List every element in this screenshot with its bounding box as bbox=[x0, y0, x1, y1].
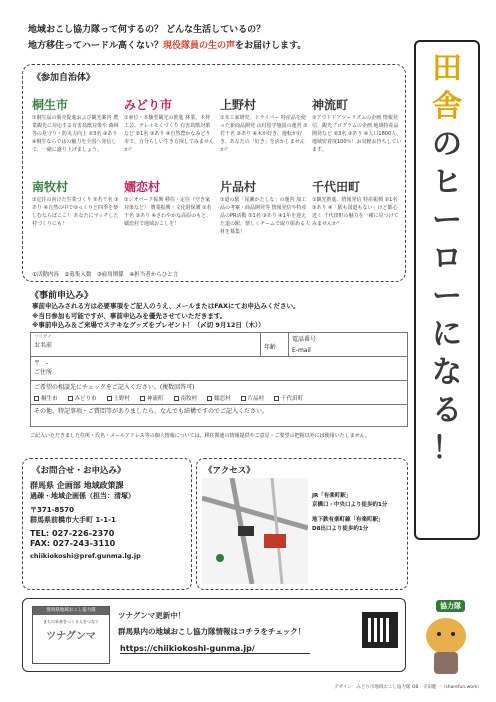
intro-highlight: 現役隊員の生の声 bbox=[163, 41, 236, 51]
muni-name: 片品村 bbox=[220, 180, 257, 194]
option-kiryu[interactable] bbox=[34, 394, 58, 402]
checkbox[interactable] bbox=[68, 396, 73, 401]
option-ueno[interactable] bbox=[107, 394, 131, 402]
contact-section: 過疎・地域企画係（担当：清塚） bbox=[30, 492, 135, 500]
address-label: ご住所 bbox=[34, 369, 53, 376]
vtitle-char: ロ bbox=[432, 241, 462, 276]
option-label: 上野村 bbox=[113, 396, 131, 402]
vtitle-char: る bbox=[432, 393, 462, 428]
muni-body: ①木工家研究、ドライバー 特産品を使った新商品開発 山村留学施設の運営 ②若干名 ③あり ④木が好き、運転が好き、あなたの「好き」を活かしませんか？ bbox=[220, 115, 308, 153]
muni-body: ①定住の向けた生業づくり ②若干名 ③あり ④自然の中でゆっくりと四季を楽しむならばここ！ あなたにマッチした村づくりにも！ bbox=[32, 197, 119, 227]
muni-nanmoku bbox=[32, 180, 122, 274]
intro-line1: 地域おこし協力隊って何するの？ どんな生活しているの？ bbox=[28, 25, 266, 35]
muni-name: 上野村 bbox=[220, 98, 257, 112]
logo-top: 群馬県地域おこし協力隊 bbox=[33, 607, 109, 615]
option-label: 神流町 bbox=[147, 396, 164, 402]
age-label: 年齢 bbox=[264, 344, 277, 351]
access-note: 京橋口・中央口より徒歩約1分 bbox=[312, 502, 388, 508]
email-label: E-mail bbox=[292, 347, 311, 354]
qr-code[interactable] bbox=[362, 612, 398, 648]
muni-body: ①観光推進、情報発信 特産振興 ②1名 ③あり ④「駅も国道もない」けど都心近く 千代田町の魅力を一緒に見つけてみませんか？ bbox=[312, 197, 399, 227]
vtitle-char: 舎 bbox=[432, 89, 462, 124]
address-cell[interactable] bbox=[31, 357, 408, 381]
choose-label: ご希望の相談先にチェックをご記入ください。(複数回答可) bbox=[34, 384, 195, 391]
muni-uenomura bbox=[220, 98, 310, 192]
phone-label: 電話番号 bbox=[292, 336, 317, 343]
contact-cell[interactable] bbox=[289, 333, 408, 357]
option-label: 千代田町 bbox=[281, 396, 304, 402]
apply-note: 事前申込みされる方は必要事項をご記入のうえ、メールまたはFAXにてお申込みください。 bbox=[32, 302, 300, 310]
vertical-title bbox=[414, 40, 480, 540]
option-tsumagoi[interactable] bbox=[207, 394, 231, 402]
municipalities-legend: ①活動内容 ②募集人数 ③雇用関係 ④担当者からひと言 bbox=[32, 272, 179, 278]
muni-body: ①東位・本験型観光の推進 林業、木材工芸、テレイモくづくり 有害鳥獣対策など ②1名 ③あり ④自然豊かなみどり市で、自分らしい生き方探してみませんか？ bbox=[124, 115, 214, 153]
muni-name: みどり市 bbox=[124, 98, 173, 112]
checkbox[interactable] bbox=[274, 396, 279, 401]
vtitle-char: に bbox=[432, 317, 462, 352]
muni-kanna bbox=[312, 98, 402, 192]
age-cell[interactable] bbox=[261, 333, 289, 357]
contact-details bbox=[30, 481, 141, 561]
vtitle-char: ー bbox=[432, 203, 462, 238]
vtitle-char: の bbox=[432, 127, 462, 162]
contact-heading: 《お問合せ・お申込み》 bbox=[32, 466, 126, 476]
access-notes bbox=[312, 492, 406, 534]
option-label: 嬬恋村 bbox=[214, 396, 231, 402]
muni-body: ①ジオパーク振興 移住・定住（空き家対策など） 農業振興・文化財保護 ②若干名 ③あり ④さわやかな高原のもと、嬬恋村で地域おこしを！ bbox=[124, 197, 212, 227]
vtitle-char: な bbox=[432, 355, 462, 390]
contact-dept: 群馬県 企画部 地域政策課 bbox=[30, 481, 124, 490]
application-form bbox=[30, 332, 408, 427]
checkbox[interactable] bbox=[174, 396, 179, 401]
option-katashina[interactable] bbox=[241, 394, 265, 402]
privacy-note: ご記入いただきました住所・氏名・メールアドレス等の個人情報については、移住関連の情報提供やご意見・ご要望の把握以外には使用いたしません。 bbox=[30, 433, 370, 439]
option-midori[interactable] bbox=[68, 394, 97, 402]
contact-fax: FAX: 027-243-3110 bbox=[30, 539, 116, 548]
muni-name: 南牧村 bbox=[32, 180, 69, 194]
checkbox[interactable] bbox=[140, 396, 145, 401]
logo-mid: まちの未来をつくる人をつなぐ bbox=[43, 619, 99, 624]
apply-note: ※事前申込み＆ご来場でステキなグッズをプレゼント！（〆切 9月12日（木）） bbox=[32, 321, 265, 329]
furigana-label: フリガナ bbox=[34, 335, 52, 340]
options-row bbox=[34, 394, 404, 402]
muni-name: 神流町 bbox=[312, 98, 349, 112]
muni-chiyoda bbox=[312, 180, 402, 274]
apply-heading: 《事前申込み》 bbox=[30, 291, 94, 301]
muni-name: 千代田町 bbox=[312, 180, 361, 194]
muni-tsumagoi bbox=[124, 180, 214, 274]
muni-name: 桐生市 bbox=[32, 98, 69, 112]
site-url[interactable]: https://chiikiokoshi-gunma.jp/ bbox=[120, 644, 310, 654]
logo-main: ツナグンマ bbox=[46, 631, 96, 642]
checkbox[interactable] bbox=[241, 396, 246, 401]
intro-line2 bbox=[28, 38, 408, 54]
access-heading: 《アクセス》 bbox=[204, 466, 255, 476]
choice-cell bbox=[31, 381, 408, 405]
muni-body: ①桐生品の販売促進および観光案内 農業観光に対応する有害鳥獣対策や 森林等の見守り・防災力向上 ②3名 ③あり ④桐生ならではの魅力を全国へ発信して、一緒に盛り上げましょう。 bbox=[32, 115, 119, 153]
apply-notes bbox=[32, 302, 402, 331]
option-label: 南牧村 bbox=[180, 396, 198, 402]
tsunagunma-logo bbox=[32, 606, 110, 664]
access-note: JR「有楽町駅」 bbox=[312, 493, 352, 499]
vtitle-char: ！ bbox=[432, 431, 462, 466]
option-chiyoda[interactable] bbox=[274, 394, 303, 402]
access-map bbox=[202, 478, 308, 584]
access-note: D8出口より徒歩約1分 bbox=[312, 526, 369, 532]
muni-kiryu bbox=[32, 98, 122, 192]
bottom-line: 群馬県内の地域おこし協力隊情報はコチラをチェック！ bbox=[118, 627, 306, 636]
checkbox[interactable] bbox=[107, 396, 112, 401]
bottom-text bbox=[118, 608, 305, 640]
muni-katashina bbox=[220, 180, 310, 274]
vtitle-char: ー bbox=[432, 279, 462, 314]
mascot-badge: 協力隊 bbox=[436, 600, 465, 612]
intro bbox=[28, 22, 408, 54]
muni-midori bbox=[124, 98, 214, 192]
name-cell[interactable] bbox=[31, 333, 261, 357]
other-label: その他、特記事項・ご質問等がありましたら、なんでも結構ですのでご記入ください。 bbox=[34, 408, 269, 415]
contact-tel: TEL: 027-226-2370 bbox=[30, 529, 115, 538]
intro-line2-prefix: 地方移住ってハードル高くない？ bbox=[28, 41, 164, 51]
checkbox[interactable] bbox=[34, 396, 39, 401]
access-note: 地下鉄有楽町線「有楽町駅」 bbox=[312, 517, 384, 523]
mascot-illustration bbox=[414, 606, 478, 678]
vtitle-char: ヒ bbox=[432, 165, 462, 200]
name-label: お名前 bbox=[34, 342, 53, 349]
municipalities-heading: 《参加自治体》 bbox=[32, 73, 96, 83]
option-label: 桐生市 bbox=[41, 396, 58, 402]
contact-address: 群馬県前橋市大手町 1-1-1 bbox=[30, 516, 116, 524]
option-label: 片品村 bbox=[247, 396, 265, 402]
muni-body: ①道の駅「尾瀬かたしな」の運営 加工品の考案・商品開発等 情報発信や特産品のPR活動 ②1名 ③あり ④1年を迎えた道の駅。楽しくチームで取り組める人材を募集！ bbox=[220, 197, 311, 235]
option-nanmoku[interactable] bbox=[174, 394, 198, 402]
muni-body: ①アウトドアツーリズムの企画 情報発信、観光プログラムの企画 地域特産品開発など ②3名 ③あり ④人口1800人、地域密着度100％！お気軽お待ちしています。 bbox=[312, 115, 402, 153]
contact-postal: 〒371-8570 bbox=[30, 506, 74, 514]
intro-line2-suffix: をお届けします。 bbox=[235, 41, 307, 51]
checkbox[interactable] bbox=[207, 396, 212, 401]
postal-mark: 〒 - bbox=[34, 360, 49, 367]
option-label: みどり市 bbox=[74, 396, 97, 402]
muni-name: 嬬恋村 bbox=[124, 180, 161, 194]
apply-note: ※当日参加も可能ですが、事前申込みを優先させていただきます。 bbox=[32, 311, 227, 320]
option-kanna[interactable] bbox=[140, 394, 164, 402]
bottom-title: ツナグンマ更新中！ bbox=[118, 611, 186, 620]
other-cell[interactable] bbox=[31, 405, 408, 427]
design-credit: デザイン：みどり市地域おこし協力隊 OB 寺田健一（sharefun.work） bbox=[334, 685, 482, 690]
contact-email[interactable]: chiikiokoshi@pref.gunma.lg.jp bbox=[30, 552, 141, 560]
vtitle-char: 田 bbox=[432, 51, 462, 86]
